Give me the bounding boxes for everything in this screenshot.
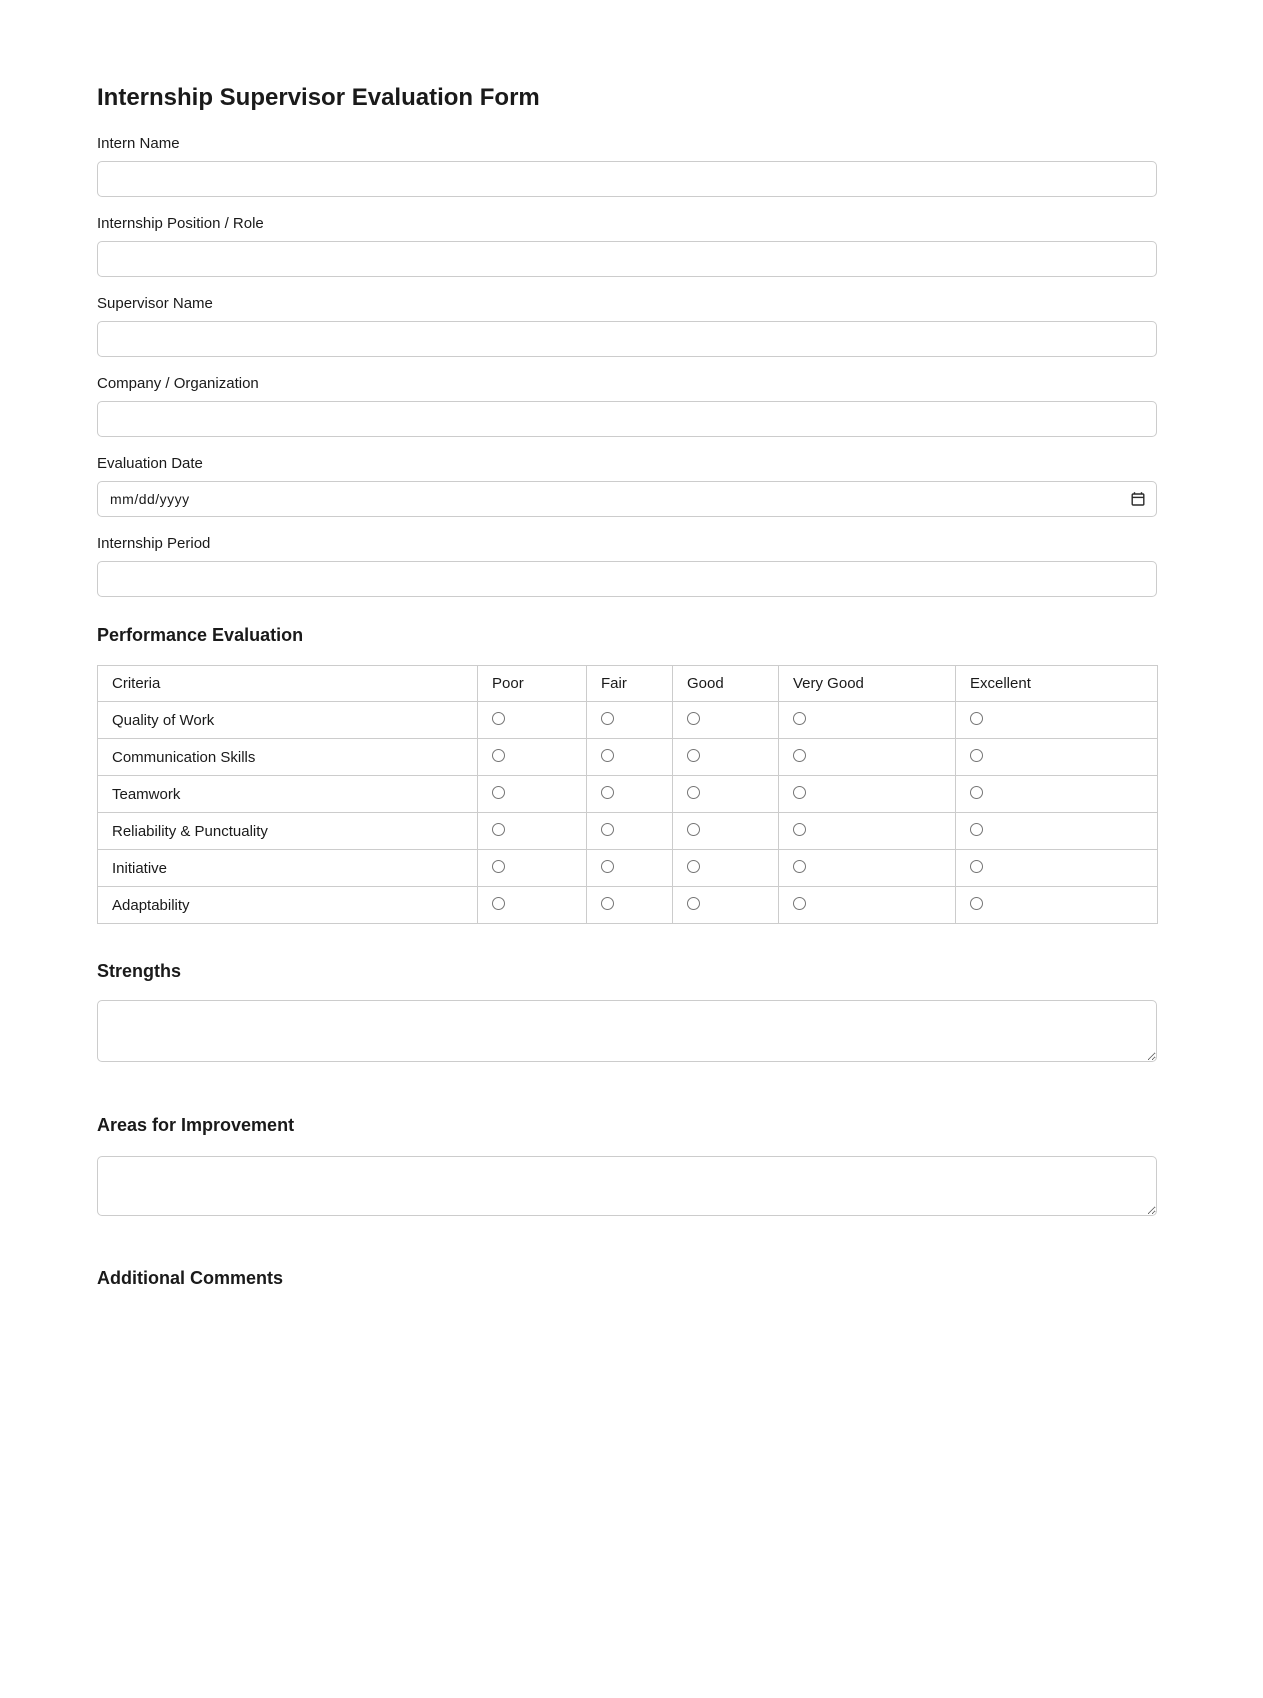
table-row bbox=[98, 739, 1158, 776]
rating-radio-good[interactable] bbox=[687, 749, 700, 762]
rating-cell bbox=[956, 813, 1158, 850]
table-row bbox=[98, 850, 1158, 887]
rating-cell bbox=[673, 813, 779, 850]
field-supervisor-name bbox=[97, 295, 1157, 357]
performance-rating-table bbox=[97, 665, 1158, 924]
rating-cell bbox=[587, 776, 673, 813]
rating-cell bbox=[779, 739, 956, 776]
rating-cell bbox=[956, 887, 1158, 924]
rating-cell bbox=[587, 813, 673, 850]
rating-radio-very-good[interactable] bbox=[793, 749, 806, 762]
supervisor-name-label: Supervisor Name bbox=[97, 295, 213, 312]
rating-radio-poor[interactable] bbox=[492, 897, 505, 910]
rating-radio-excellent[interactable] bbox=[970, 897, 983, 910]
rating-cell bbox=[478, 776, 587, 813]
rating-radio-very-good[interactable] bbox=[793, 897, 806, 910]
rating-cell bbox=[779, 813, 956, 850]
rating-cell bbox=[673, 702, 779, 739]
column-header-good: Good bbox=[673, 666, 779, 702]
rating-cell bbox=[673, 739, 779, 776]
rating-radio-good[interactable] bbox=[687, 897, 700, 910]
rating-cell bbox=[956, 850, 1158, 887]
rating-cell bbox=[956, 776, 1158, 813]
evaluation-date-label: Evaluation Date bbox=[97, 455, 203, 472]
areas-for-improvement-textarea[interactable] bbox=[97, 1156, 1157, 1216]
rating-cell bbox=[478, 813, 587, 850]
additional-comments-heading: Additional Comments bbox=[97, 1268, 284, 1288]
rating-radio-fair[interactable] bbox=[601, 897, 614, 910]
intern-name-label: Intern Name bbox=[97, 135, 180, 152]
areas-for-improvement-heading: Areas for Improvement bbox=[97, 1115, 295, 1135]
rating-radio-fair[interactable] bbox=[601, 860, 614, 873]
criteria-cell: Reliability & Punctuality bbox=[98, 813, 478, 850]
rating-radio-very-good[interactable] bbox=[793, 823, 806, 836]
rating-radio-excellent[interactable] bbox=[970, 712, 983, 725]
table-header-row bbox=[98, 666, 1158, 702]
field-internship-period bbox=[97, 535, 1157, 597]
rating-radio-good[interactable] bbox=[687, 712, 700, 725]
rating-radio-good[interactable] bbox=[687, 823, 700, 836]
rating-radio-good[interactable] bbox=[687, 860, 700, 873]
rating-radio-poor[interactable] bbox=[492, 712, 505, 725]
date-placeholder-text: mm/dd/yyyy bbox=[110, 491, 190, 507]
criteria-cell: Communication Skills bbox=[98, 739, 478, 776]
rating-cell bbox=[587, 887, 673, 924]
rating-cell bbox=[478, 702, 587, 739]
rating-radio-fair[interactable] bbox=[601, 786, 614, 799]
internship-position-label: Internship Position / Role bbox=[97, 215, 264, 232]
column-header-criteria: Criteria bbox=[98, 666, 478, 702]
rating-radio-fair[interactable] bbox=[601, 823, 614, 836]
rating-radio-excellent[interactable] bbox=[970, 860, 983, 873]
rating-cell bbox=[587, 850, 673, 887]
column-header-excellent: Excellent bbox=[956, 666, 1158, 702]
rating-radio-good[interactable] bbox=[687, 786, 700, 799]
internship-position-input[interactable] bbox=[97, 241, 1157, 277]
rating-radio-poor[interactable] bbox=[492, 749, 505, 762]
criteria-cell: Teamwork bbox=[98, 776, 478, 813]
rating-radio-poor[interactable] bbox=[492, 786, 505, 799]
rating-radio-very-good[interactable] bbox=[793, 712, 806, 725]
rating-cell bbox=[779, 850, 956, 887]
criteria-cell: Quality of Work bbox=[98, 702, 478, 739]
strengths-heading: Strengths bbox=[97, 961, 182, 981]
rating-cell bbox=[673, 887, 779, 924]
supervisor-name-input[interactable] bbox=[97, 321, 1157, 357]
column-header-very-good: Very Good bbox=[779, 666, 956, 702]
rating-radio-poor[interactable] bbox=[492, 860, 505, 873]
intern-name-input[interactable] bbox=[97, 161, 1157, 197]
rating-cell bbox=[779, 887, 956, 924]
rating-cell bbox=[478, 739, 587, 776]
column-header-fair: Fair bbox=[587, 666, 673, 702]
field-intern-name bbox=[97, 135, 1157, 197]
rating-radio-poor[interactable] bbox=[492, 823, 505, 836]
table-row bbox=[98, 776, 1158, 813]
rating-radio-very-good[interactable] bbox=[793, 786, 806, 799]
rating-radio-excellent[interactable] bbox=[970, 823, 983, 836]
field-evaluation-date bbox=[97, 455, 1157, 517]
evaluation-form-page bbox=[97, 0, 1157, 1289]
strengths-textarea[interactable] bbox=[97, 1000, 1157, 1062]
calendar-icon[interactable] bbox=[1130, 491, 1146, 507]
page-title: Internship Supervisor Evaluation Form bbox=[97, 84, 540, 111]
column-header-poor: Poor bbox=[478, 666, 587, 702]
field-company bbox=[97, 375, 1157, 437]
rating-cell bbox=[478, 850, 587, 887]
rating-cell bbox=[673, 776, 779, 813]
table-row bbox=[98, 887, 1158, 924]
rating-cell bbox=[779, 702, 956, 739]
field-internship-position bbox=[97, 215, 1157, 277]
rating-radio-excellent[interactable] bbox=[970, 786, 983, 799]
rating-radio-fair[interactable] bbox=[601, 749, 614, 762]
table-row bbox=[98, 702, 1158, 739]
criteria-cell: Adaptability bbox=[98, 887, 478, 924]
rating-cell bbox=[673, 850, 779, 887]
company-input[interactable] bbox=[97, 401, 1157, 437]
rating-cell bbox=[478, 887, 587, 924]
rating-cell bbox=[587, 702, 673, 739]
criteria-cell: Initiative bbox=[98, 850, 478, 887]
company-label: Company / Organization bbox=[97, 375, 259, 392]
rating-cell bbox=[956, 739, 1158, 776]
rating-radio-fair[interactable] bbox=[601, 712, 614, 725]
rating-cell bbox=[956, 702, 1158, 739]
rating-radio-very-good[interactable] bbox=[793, 860, 806, 873]
evaluation-date-input[interactable] bbox=[97, 481, 1157, 517]
rating-cell bbox=[587, 739, 673, 776]
table-row bbox=[98, 813, 1158, 850]
internship-period-input[interactable] bbox=[97, 561, 1157, 597]
internship-period-label: Internship Period bbox=[97, 535, 211, 552]
rating-radio-excellent[interactable] bbox=[970, 749, 983, 762]
rating-cell bbox=[779, 776, 956, 813]
performance-evaluation-heading: Performance Evaluation bbox=[97, 625, 304, 645]
